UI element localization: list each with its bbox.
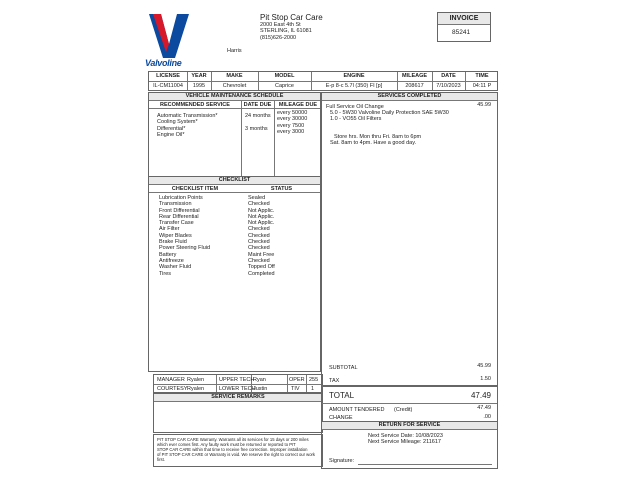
- checklist-col-status: STATUS: [270, 186, 293, 192]
- checklist-col-item: CHECKLIST ITEM: [171, 186, 219, 192]
- store-hours2: Sat. 8am to 4pm. Have a good day.: [330, 140, 417, 146]
- vehicle-header-model: MODEL: [274, 73, 295, 79]
- list-item: Antifreeze: [159, 257, 184, 264]
- list-item: every 7500: [277, 122, 305, 129]
- warranty-line5: first.: [157, 457, 165, 462]
- list-item: 24 months: [245, 113, 271, 119]
- change-label: CHANGE: [329, 415, 353, 421]
- list-item: Completed: [248, 270, 275, 277]
- list-item: Topped Off: [248, 264, 275, 271]
- tiv-label: TIV: [291, 386, 300, 392]
- vehicle-time: 04:11 P: [472, 83, 492, 89]
- list-item: Differential*: [157, 125, 186, 132]
- courtesy-label: COURTESY: [157, 386, 188, 392]
- subtotal-label: SUBTOTAL: [329, 365, 358, 371]
- list-item: Not Applic.: [248, 213, 275, 220]
- invoice-number: 85241: [452, 29, 471, 36]
- lower-tech-value: Justin: [253, 386, 268, 392]
- list-item: Sealed: [248, 195, 266, 201]
- service-line1-price: 45.99: [477, 102, 491, 108]
- list-item: Maint Free: [248, 251, 275, 258]
- tiv-value: 1: [311, 386, 315, 392]
- checklist: [148, 176, 321, 372]
- warranty-line1: PIT STOP CAR CARE Warranty. Warrants all its services for 15 days or 200 miles: [157, 437, 309, 442]
- manager-label: MANAGER: [157, 377, 185, 383]
- next-service-mileage: Next Service Mileage: 211617: [368, 439, 441, 445]
- next-service-date: Next Service Date: 10/08/2023: [368, 433, 443, 439]
- invoice-box: [437, 12, 491, 42]
- signature-line[interactable]: [358, 464, 492, 465]
- list-item: Lubrication Points: [159, 195, 203, 201]
- shop-address1: 2000 East 4th St: [260, 22, 301, 28]
- list-item: 3 months: [245, 125, 268, 132]
- vehicle-header-engine: ENGINE: [343, 73, 365, 79]
- return-for-service: [321, 421, 498, 469]
- maintenance-col-date: DATE DUE: [243, 102, 272, 108]
- change-value: .00: [483, 414, 491, 420]
- list-item: Front Differential: [159, 207, 200, 214]
- courtesy-value: Ryalen: [187, 386, 205, 392]
- lower-tech-label: LOWER TECH: [219, 386, 256, 392]
- remarks-title: SERVICE REMARKS: [154, 394, 322, 402]
- upper-tech-label: UPPER TECH: [219, 377, 255, 383]
- tendered-method: (Credit): [394, 407, 413, 413]
- shop-info: [260, 13, 323, 41]
- tax-value: 1.50: [480, 376, 491, 382]
- invoice-label: INVOICE: [438, 13, 490, 25]
- oper-label: OPER: [289, 377, 305, 383]
- maintenance-col-mileage: MILEAGE DUE: [278, 102, 318, 108]
- manager-value: Ryalen: [187, 377, 205, 383]
- maintenance-title: VEHICLE MAINTENANCE SCHEDULE: [149, 93, 320, 101]
- maintenance-schedule: [148, 92, 321, 178]
- list-item: Checked: [248, 226, 270, 233]
- warranty-line2: which ever comes first. Any faulty work must be returned or reported to PIT: [157, 442, 296, 447]
- vehicle-license: IL-CM11004: [153, 83, 183, 89]
- maintenance-mileage-due: [277, 110, 307, 135]
- list-item: every 50000: [277, 110, 308, 116]
- vehicle-engine: E-p 8-c 5.7l (350) FI [p]: [325, 83, 383, 89]
- warranty-line4: of PIT STOP CAR CARE or Warranty is void. We reserve the right to correct our work: [157, 452, 316, 457]
- list-item: Battery: [159, 251, 177, 258]
- vehicle-header-time: TIME: [475, 73, 489, 79]
- total-value: 47.49: [470, 391, 491, 400]
- vehicle-date: 7/10/2023: [436, 83, 461, 89]
- valvoline-logo: [147, 12, 191, 68]
- list-item: every 30000: [277, 116, 308, 123]
- staff-table: [153, 374, 323, 393]
- shop-phone: (815)626-2000: [260, 34, 297, 41]
- warranty-line3: STOP CAR CARE within that time to receive free correction. Improper installation: [157, 447, 308, 452]
- vehicle-mileage: 208617: [405, 83, 424, 89]
- maintenance-col-service: RECOMMENDED SERVICE: [160, 102, 230, 108]
- list-item: Rear Differential: [159, 213, 199, 220]
- list-item: Wiper Blades: [159, 232, 192, 239]
- list-item: Power Steering Fluid: [159, 245, 211, 252]
- vehicle-header-make: MAKE: [226, 73, 243, 79]
- checklist-title: CHECKLIST: [149, 177, 320, 185]
- list-item: every 3000: [277, 128, 305, 135]
- list-item: Checked: [248, 245, 270, 252]
- shop-address2: STERLING, IL 61081: [260, 28, 312, 35]
- signature-label: Signature:: [329, 458, 355, 464]
- list-item: Automatic Transmission*: [157, 113, 218, 119]
- list-item: Checked: [248, 239, 270, 246]
- maintenance-date-due: [245, 113, 271, 132]
- list-item: Not Applic.: [248, 207, 275, 214]
- list-item: Transmission: [159, 201, 192, 208]
- list-item: Checked: [248, 201, 270, 208]
- tax-label: TAX: [329, 378, 340, 384]
- checklist-items: [159, 195, 210, 277]
- vehicle-table: [148, 71, 498, 91]
- service-line1: Full Service Oil Change: [326, 104, 384, 110]
- service-line3: 1.0 - VO55 Oil Filters: [330, 116, 382, 122]
- checklist-statuses: [248, 195, 275, 277]
- vehicle-header-license: LICENSE: [156, 73, 180, 79]
- store-hours1: Store hrs. Mon thru Fri. 8am to 6pm: [334, 134, 422, 140]
- list-item: Tires: [159, 270, 172, 277]
- tendered-value: 47.49: [477, 405, 491, 411]
- tendered-label: AMOUNT TENDERED: [329, 407, 385, 413]
- return-title: RETURN FOR SERVICE: [322, 422, 497, 430]
- list-item: Transfer Case: [159, 220, 194, 227]
- list-item: Brake Fluid: [159, 239, 187, 246]
- shop-name: Pit Stop Car Care: [260, 13, 323, 22]
- list-item: Not Applic.: [248, 220, 275, 227]
- list-item: Washer Fluid: [159, 264, 192, 271]
- list-item: Checked: [248, 257, 270, 264]
- warranty-box: [153, 434, 323, 467]
- vehicle-year: 1995: [192, 83, 206, 89]
- service-remarks: [153, 393, 323, 433]
- upper-tech-value: Ryan: [253, 377, 266, 383]
- services-title: SERVICES COMPLETED: [322, 93, 497, 101]
- total-label: TOTAL: [329, 391, 355, 400]
- list-item: Air Filter: [159, 226, 180, 233]
- customer-name: Harris: [227, 48, 242, 54]
- vehicle-header-mileage: MILEAGE: [401, 73, 428, 79]
- list-item: Checked: [248, 232, 270, 239]
- valvoline-v-icon: [147, 12, 191, 60]
- list-item: Cooling System*: [157, 119, 198, 126]
- list-item: Engine Oil*: [157, 131, 185, 138]
- vehicle-model: Caprice: [275, 83, 294, 89]
- totals-box: [321, 386, 498, 423]
- services-completed: [321, 92, 498, 386]
- oper-value: 255: [309, 377, 319, 383]
- maintenance-services: [157, 113, 218, 138]
- vehicle-header-year: YEAR: [191, 73, 207, 79]
- logo-wordmark: Valvoline: [145, 58, 182, 68]
- vehicle-header-date: DATE: [441, 73, 456, 79]
- service-line2: 5.0 - 5W30 Valvoline Daily Protection SAE 5W30: [330, 110, 449, 116]
- subtotal-value: 45.99: [477, 363, 491, 369]
- vehicle-make: Chevrolet: [222, 83, 247, 89]
